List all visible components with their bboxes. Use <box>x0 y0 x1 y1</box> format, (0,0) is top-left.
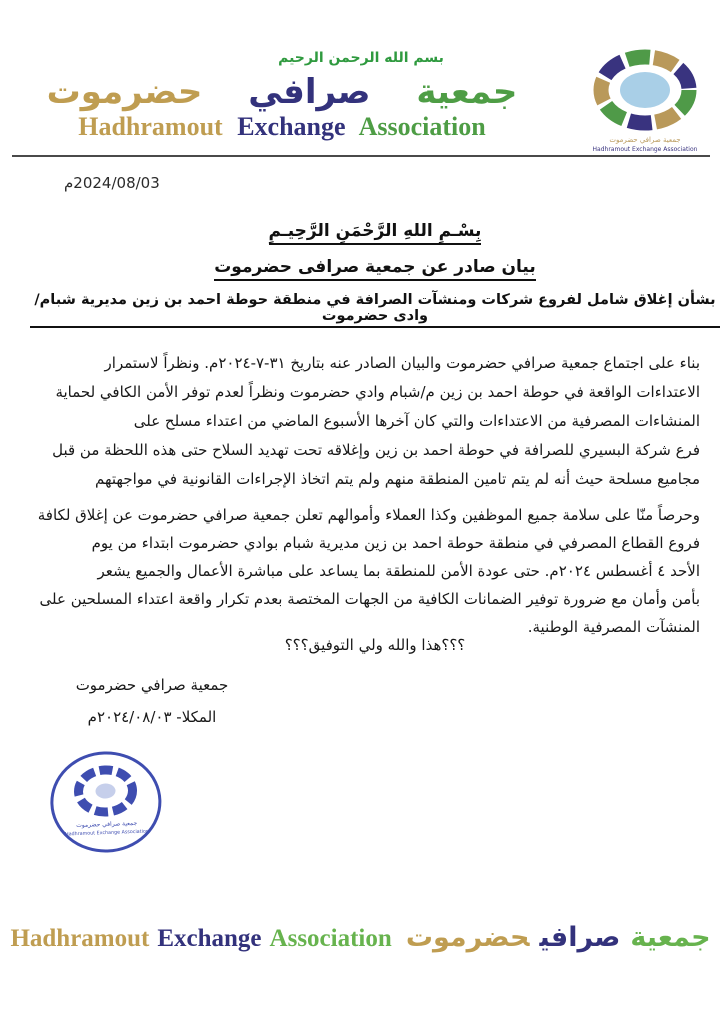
association-title-block <box>8 72 556 142</box>
title-ar-word3: حضرموت <box>46 72 203 112</box>
association-title-english <box>8 112 556 142</box>
paragraph-2-line: بأمن وأمان مع ضرورة توفير الضمانات الكافية من الجهات المختصة بعدم تكرار واقعة اعتداء المسلحين على <box>39 590 700 608</box>
stamp-caption-english: Hadhramout Exchange Association <box>64 829 149 838</box>
closing-line: ؟؟؟هذا والله ولي التوفيق؟؟؟ <box>284 636 466 654</box>
paragraph-1-line: مجاميع مسلحة حيث أنه لم يتم تامين المنطقة منهم ولم يتم اتخاذ الإجراءات القانونية في مواجهتهم <box>95 470 700 488</box>
paragraph-2-line: وحرصاً منّا على سلامة جميع الموظفين وكذا العملاء وأموالهم تعلن جمعية صرافي حضرموت عن إغلاق لكافة <box>37 506 700 524</box>
stamp-caption-arabic: جمعية صرافي حضرموت <box>76 819 138 830</box>
footer-ar-word3: حضرموت <box>405 922 530 953</box>
heading-subject: بشأن إغلاق شامل لفروع شركات ومنشآت الصرافة في منطقة حوطة احمد بن زين مديرية شبام/ وادى حضرموت <box>30 292 720 328</box>
header-divider <box>12 155 710 157</box>
paragraph-2 <box>22 501 700 641</box>
title-en-word1: Hadhramout <box>78 112 223 141</box>
footer-title-arabic <box>401 922 716 953</box>
paragraph-2-line: فروع القطاع المصرفي في منطقة حوطة احمد بن زين مديرية شبام بوادي حضرموت ابتداء من يوم <box>91 534 700 552</box>
association-title-arabic <box>8 72 556 112</box>
logo-caption-arabic: جمعية صرافي حضرموت <box>609 136 681 144</box>
paragraph-2-line: الأحد ٤ أغسطس ٢٠٢٤م. حتى عودة الأمن للمنطقة بما يساعد على مباشرة الأعمال والجميع يشعر <box>97 562 700 580</box>
signature-place-date: المكلا- ٢٠٢٤/٠٨/٠٣م <box>87 708 217 726</box>
heading-basmala: بِسْـمِ اللهِ الرَّحْمَنِ الرَّحِيـمِ <box>30 221 720 245</box>
interlocked-ring-logo-icon <box>579 48 711 160</box>
footer-en-word1: Hadhramout <box>10 925 150 952</box>
title-ar-word1: جمعية <box>416 72 518 112</box>
footer-en-word3: Association <box>269 925 392 952</box>
footer-en-word2: Exchange <box>157 925 262 952</box>
title-en-word3: Association <box>358 112 486 141</box>
footer-ar-word1: جمعية <box>630 922 711 953</box>
title-ar-word2: صرافي <box>248 72 371 112</box>
paragraph-1-line: المنشاءات المصرفية من الاعتداءات والتي كان آخرها الأسبوع الماضي من اعتداء مسلح على <box>133 412 700 430</box>
paragraph-1-line: بناء على اجتماع جمعية صرافي حضرموت والبيان الصادر عنه بتاريخ ٣١-٧-٢٠٢٤م. ونظراً لاستمرار <box>104 354 700 372</box>
blue-stamp-icon <box>44 744 168 866</box>
top-basmala-text: بسم الله الرحمن الرحيم <box>278 50 444 66</box>
paragraph-1-line: الاعتداءات الواقعة في حوطة احمد بن زين م/شبام وادي حضرموت ونظراً لعدم توفر الأمن الكافي لحماية <box>55 383 700 401</box>
title-en-word2: Exchange <box>237 112 346 141</box>
signature-block <box>56 676 248 726</box>
association-logo-icon <box>576 48 714 164</box>
footer-ar-word2: صرافي <box>539 922 621 953</box>
signature-organization: جمعية صرافي حضرموت <box>75 676 229 694</box>
letter-date: 2024/08/03م <box>64 174 160 192</box>
stamp-seal-icon <box>44 744 168 862</box>
paragraph-1 <box>22 349 700 494</box>
footer-wordmark <box>0 916 722 963</box>
footer-title-english <box>6 925 395 952</box>
letter-headings <box>30 221 720 328</box>
logo-caption-english: Hadhramout Exchange Association <box>592 146 698 153</box>
paragraph-1-line: فرع شركة البسيري للصرافة في حوطة احمد بن زين وإغلاقه تحت تهديد السلاح حتى هذه اللحظة من قبل <box>52 441 700 459</box>
heading-statement-title: بيان صادر عن جمعية صرافى حضرموت <box>30 257 720 281</box>
paragraph-2-line: المنشآت المصرفية الوطنية. <box>527 618 700 636</box>
